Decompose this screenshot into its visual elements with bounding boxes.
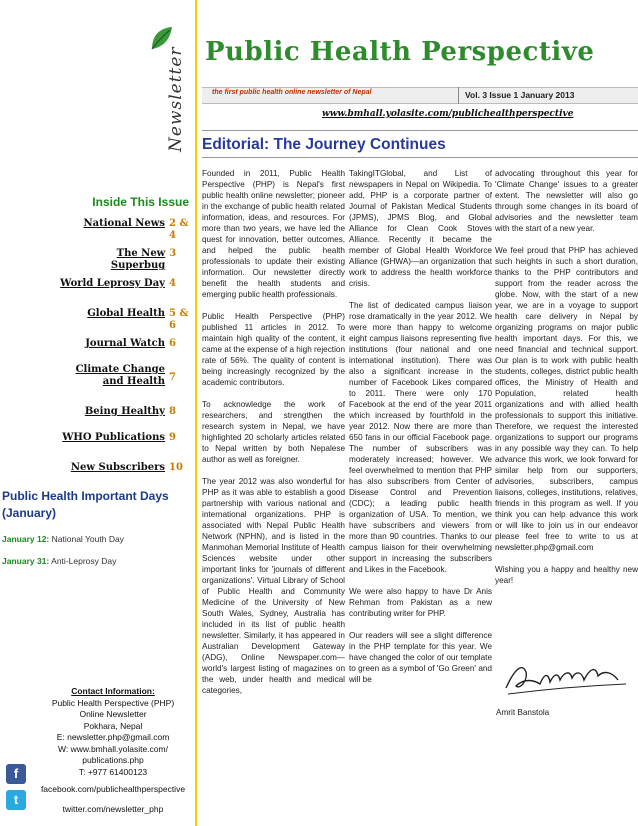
facebook-icon[interactable]: f [6,764,26,784]
contact-title: Contact Information: [71,686,155,696]
toc-label: New Subscribers [70,462,165,473]
contact-line[interactable]: publications.php [82,755,144,765]
day-date: January 31: [2,556,50,566]
toc-item[interactable] [60,218,195,240]
contact-line: Online Newsletter [79,709,147,719]
contact-line: Pokhara, Nepal [83,720,143,731]
toc-item[interactable] [60,462,195,484]
paragraph: TakingITGlobal, and List of newspapers in Nepal on Wikipedia. To add, PHP is a corporate partner of Journal of Pakistan Medical Students (JPMS), JPMS Blog, and Global Alliance for Clean Cook Stoves Alliance. Recently it became the member of Global Health Workforce Alliance (GHWA)—an organization that work to address the health workforce crisis. [349,169,492,288]
toc-item[interactable] [60,432,195,454]
important-day-item [0,534,195,544]
toc-page: 3 [169,248,177,259]
contact-line: Public Health Perspective (PHP) [51,697,175,708]
toc-page: 6 [169,338,176,349]
paragraph: Our readers will see a slight difference in the PHP template for this year. We have changed the color of our template to green as a symbol of 'Go Green' and will be [349,631,492,684]
signature-image [500,650,635,705]
toc-page: 9 [169,432,176,443]
day-event: National Youth Day [51,534,124,544]
paragraph: The year 2012 was also wonderful for PHP as it was able to establish a good partnership with various national and international organizations. PHP is associated with Nepal Public Health Network (NPHN), and is listed in the Manmohan Memorial Institute of Health Sciences website under other important links for 'journals of different organizations'. Virtual Library of School of Public Health and Community Medicine of the University of New South Wales, Sydney, Australia has included in its list of public health newsletter. Similarly, it has appeared in Australian Development Gateway (ADG), Online Newspaper.com— world's largest listing of magazines on the web, under health and medical categories, [202,477,345,695]
paragraph: We were also happy to have Dr Anis Rehman from Pakistan as a new contributing writer for PHP. [349,587,492,618]
toc-page: 2 & 4 [169,218,189,241]
toc-item[interactable] [60,406,195,426]
tagline: the first public health online newsletter of Nepal [212,89,372,96]
toc-label: Journal Watch [85,338,165,349]
contact-information [32,686,194,815]
article-column-3 [495,168,638,826]
paragraph: We feel proud that PHP has achieved such heights in such a short duration, thanks to the PHP contributors and support from the reader across the globe. Now, with the start of a new year, we are in a voyage to support health care delivery in Nepal by organizing programs on major public health important days. For this, we need financial and technical support. Our plan is to work with public health students, colleges, district public health offices, the Ministry of Health and Population, related health organizations and with allied health professionals to support this initiative. Therefore, we request the interested organizations to support our programs in any possible way they can. To help advance this work, we look forward for similar help from our supporters, advisories, subscribers, campus liaisons, colleges, institutions, relatives, friends in this program as well. If you think you can help advance this work or will like to join us in our endeavor please feel free to write to us at newsletter.php@gmail.com [495,246,638,552]
contact-phone: T: +977 61400123 [78,766,148,777]
sidebar-divider [195,0,197,826]
day-event: Anti-Leprosy Day [51,556,117,566]
inside-issue-title: Inside This Issue [92,195,189,209]
masthead-title: Public Health Perspective [205,37,595,67]
toc-page: 10 [169,462,183,473]
twitter-icon[interactable]: t [6,790,26,810]
contact-website-link[interactable]: W: www.bmhall.yolasite.com/ [58,743,168,754]
newsletter-side-label: Newsletter [166,46,186,152]
toc-item[interactable] [60,278,195,300]
toc-label: National News [83,218,165,229]
paragraph: Wishing you a happy and healthy new year! [495,565,638,585]
toc-label: WHO Publications [62,432,165,443]
article-column-1 [202,168,345,826]
toc-label: World Leprosy Day [60,278,165,289]
toc-item[interactable] [60,364,195,398]
toc-page: 7 [169,372,176,383]
twitter-link[interactable]: twitter.com/newsletter_php [62,803,164,814]
paragraph: advocating throughout this year for 'Climate Change' issues to a greater extent. The newsletter will also go through some changes in its board of advisories and the newsletter team with the start of a new year. [495,169,638,233]
toc-label: The New Superbug [110,248,166,271]
important-days-title: Public Health Important Days (January) [2,489,169,520]
signature-name: Amrit Banstola [496,708,550,717]
contact-email-link[interactable]: E: newsletter.php@gmail.com [56,732,170,742]
toc-page: 5 & 6 [169,308,189,331]
toc-item[interactable] [60,338,195,358]
toc-item[interactable] [60,248,195,270]
important-days-box [0,488,195,566]
editorial-title: Editorial: The Journey Continues [202,130,638,158]
paragraph: Public Health Perspective (PHP) published 11 articles in 2012. To maintain high quality of the content, it came at the expense of a high rejection rate of 56%. The quality of content is being increasingly recognized by the academic contributors. [202,312,345,387]
table-of-contents [60,218,195,492]
toc-label: Global Health [87,308,165,319]
paragraph: Founded in 2011, Public Health Perspective (PHP) is Nepal's first public health online newsletter; pioneer in the exchange of public health related information, ideas, and resources. For more than two years, we have led the quest for innovation, better outcomes, and helped the public health professionals to update their existing information. Our newsletter directly benefit the health students and emerging public health professionals. [202,169,345,299]
toc-label: Climate Change and Health [75,364,165,387]
facebook-link[interactable]: facebook.com/publichealthperspective [40,784,186,794]
paragraph: To acknowledge the work of researchers, and strengthen the research system in Nepal, we have highlighted 20 scholarly articles related to Nepal written by both Nepalese author as well as foreigner. [202,400,345,464]
toc-page: 8 [169,406,176,417]
toc-label: Being Healthy [84,406,165,417]
toc-item[interactable] [60,308,195,330]
day-date: January 12: [2,534,50,544]
website-url[interactable]: www.bmhall.yolasite.com/publichealthperspective [322,109,574,119]
toc-page: 4 [169,278,176,289]
article-column-2 [349,168,492,826]
important-day-item [0,556,195,566]
paragraph: The list of dedicated campus liaison rose dramatically in the year 2012. We were more than happy to welcome eight campus liaisons representing five institutions (four national and one international institution). There was also a significant increase in the number of Facebook Likes compared to 2011. There were only 170 Facebook at the end of the year 2011 which increased by fourthfold in the year 2012. Now there are more than 650 fans in our official Facebook page. The number of subscribers was moderately increased; however. We feel overwhelmed to mention that PHP has also subscribers from Center of Disease Control and Prevention (CDC); a leading public health organization of USA. To mention, we have subscribers and viewers from more than 90 countries. Thanks to our campus liaison for their overwhelming support in increasing the subscribers and Likes in the Facebook. [349,301,492,574]
volume-issue: Vol. 3 Issue 1 January 2013 [458,87,638,104]
